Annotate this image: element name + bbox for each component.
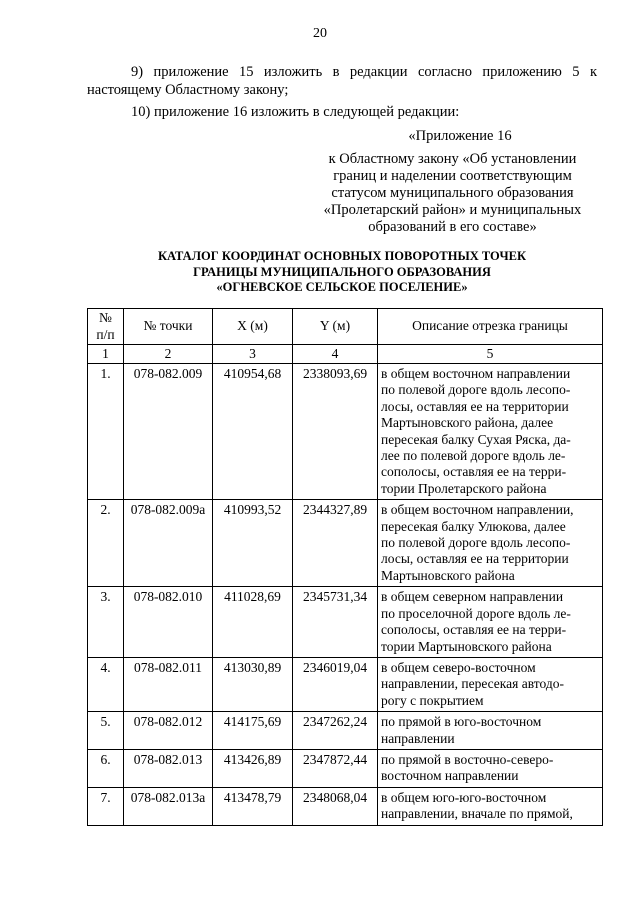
y-coordinate-cell: 2347262,24 bbox=[293, 712, 378, 750]
x-coordinate-cell: 413030,89 bbox=[213, 657, 293, 711]
description-line: в общем северном направлении bbox=[381, 589, 564, 605]
description-line: по полевой дороге вдоль лесопо- bbox=[381, 535, 571, 551]
column-number-row bbox=[88, 345, 603, 364]
point-id-cell: 078-082.013а bbox=[124, 787, 213, 825]
description-cell bbox=[378, 364, 603, 500]
appendix-title: «Приложение 16 bbox=[408, 128, 512, 144]
table-header-row bbox=[88, 309, 603, 345]
x-coordinate-cell: 413478,79 bbox=[213, 787, 293, 825]
appendix-line: границ и наделении соответствующим bbox=[333, 168, 572, 184]
x-coordinate-cell: 413426,89 bbox=[213, 749, 293, 787]
description-line: в общем юго-юго-восточном bbox=[381, 789, 547, 805]
description-line: по проселочной дороге вдоль ле- bbox=[381, 605, 571, 621]
header-y: Y (м) bbox=[293, 309, 378, 345]
catalog-title-line: КАТАЛОГ КООРДИНАТ ОСНОВНЫХ ПОВОРОТНЫХ ТОЧЕК bbox=[157, 249, 527, 263]
table-row bbox=[88, 712, 603, 750]
description-line: по полевой дороге вдоль лесопо- bbox=[381, 382, 571, 398]
description-line: лее по полевой дороге вдоль ле- bbox=[381, 448, 566, 464]
description-cell bbox=[378, 749, 603, 787]
description-line: в общем восточном направлении, bbox=[381, 502, 574, 518]
point-id-cell: 078-082.011 bbox=[124, 657, 213, 711]
header-description: Описание отрезка границы bbox=[378, 309, 603, 345]
y-coordinate-cell: 2345731,34 bbox=[293, 587, 378, 658]
description-line: в общем северо-восточном bbox=[381, 659, 536, 675]
column-number: 1 bbox=[88, 345, 124, 364]
x-coordinate-cell: 410993,52 bbox=[213, 500, 293, 587]
catalog-title-line: ГРАНИЦЫ МУНИЦИПАЛЬНОГО ОБРАЗОВАНИЯ bbox=[193, 264, 491, 279]
header-num-symbol: № bbox=[99, 310, 112, 326]
x-coordinate-cell: 410954,68 bbox=[213, 364, 293, 500]
y-coordinate-cell: 2344327,89 bbox=[293, 500, 378, 587]
appendix-line: к Областному закону «Об установлении bbox=[328, 151, 577, 167]
y-coordinate-cell: 2348068,04 bbox=[293, 787, 378, 825]
point-id-cell: 078-082.010 bbox=[124, 587, 213, 658]
row-number-cell: 2. bbox=[88, 500, 124, 587]
point-id-cell: 078-082.013 bbox=[124, 749, 213, 787]
catalog-title-line: «ОГНЕВСКОЕ СЕЛЬСКОЕ ПОСЕЛЕНИЕ» bbox=[216, 280, 468, 294]
x-coordinate-cell: 411028,69 bbox=[213, 587, 293, 658]
column-number: 5 bbox=[378, 345, 603, 364]
point-id-cell: 078-082.009 bbox=[124, 364, 213, 500]
appendix-line: статусом муниципального образования bbox=[331, 185, 574, 201]
coordinates-table bbox=[87, 308, 603, 826]
header-num-abbr: п/п bbox=[96, 326, 115, 342]
description-line: пересекая балку Сухая Ряска, да- bbox=[381, 431, 571, 447]
description-cell bbox=[378, 657, 603, 711]
description-cell bbox=[378, 712, 603, 750]
row-number-cell: 1. bbox=[88, 364, 124, 500]
description-line: лосы, оставляя ее на территории bbox=[381, 398, 569, 414]
column-number: 4 bbox=[293, 345, 378, 364]
description-line: пересекая балку Улюкова, далее bbox=[381, 518, 566, 534]
description-line: направлении bbox=[381, 730, 455, 746]
description-line: в общем восточном направлении bbox=[381, 366, 571, 381]
appendix-subtitle bbox=[310, 151, 595, 236]
x-coordinate-cell: 414175,69 bbox=[213, 712, 293, 750]
description-line: направлении, пересекая автодо- bbox=[381, 676, 564, 692]
description-line: Мартыновского района, далее bbox=[381, 415, 554, 431]
paragraph-item-10: 10) приложение 16 изложить в следующей редакции: bbox=[131, 104, 460, 120]
catalog-title bbox=[87, 249, 597, 296]
table-row bbox=[88, 587, 603, 658]
point-id-cell: 078-082.012 bbox=[124, 712, 213, 750]
header-num bbox=[88, 309, 124, 345]
description-line: лосы, оставляя ее на территории bbox=[381, 551, 569, 567]
header-x: X (м) bbox=[213, 309, 293, 345]
description-line: рогу с покрытием bbox=[381, 692, 484, 708]
y-coordinate-cell: 2347872,44 bbox=[293, 749, 378, 787]
column-number: 3 bbox=[213, 345, 293, 364]
description-line: тории Мартыновского района bbox=[381, 638, 552, 654]
description-line: тории Пролетарского района bbox=[381, 480, 547, 496]
description-cell bbox=[378, 500, 603, 587]
description-cell bbox=[378, 787, 603, 825]
point-id-cell: 078-082.009а bbox=[124, 500, 213, 587]
appendix-line: «Пролетарский район» и муниципальных bbox=[323, 202, 582, 218]
description-line: восточном направлении bbox=[381, 768, 519, 784]
description-line: направлении, вначале по прямой, bbox=[381, 806, 573, 822]
column-number: 2 bbox=[124, 345, 213, 364]
appendix-line: образований в его составе» bbox=[368, 219, 537, 235]
y-coordinate-cell: 2338093,69 bbox=[293, 364, 378, 500]
row-number-cell: 3. bbox=[88, 587, 124, 658]
row-number-cell: 7. bbox=[88, 787, 124, 825]
description-cell bbox=[378, 587, 603, 658]
table-row bbox=[88, 749, 603, 787]
description-line: сополосы, оставляя ее на терри- bbox=[381, 464, 567, 480]
table-row bbox=[88, 657, 603, 711]
description-line: по прямой в восточно-северо- bbox=[381, 751, 554, 767]
row-number-cell: 4. bbox=[88, 657, 124, 711]
table-row bbox=[88, 787, 603, 825]
page-number: 20 bbox=[313, 26, 327, 41]
description-line: сополосы, оставляя ее на терри- bbox=[381, 622, 567, 638]
table-row bbox=[88, 500, 603, 587]
paragraph-item-9: 9) приложение 15 изложить в редакции согласно приложению 5 к настоящему Областному закону; bbox=[87, 64, 597, 98]
description-line: по прямой в юго-восточном bbox=[381, 714, 542, 730]
description-line: Мартыновского района bbox=[381, 567, 515, 583]
row-number-cell: 6. bbox=[88, 749, 124, 787]
header-point: № точки bbox=[124, 309, 213, 345]
row-number-cell: 5. bbox=[88, 712, 124, 750]
table-row bbox=[88, 364, 603, 500]
y-coordinate-cell: 2346019,04 bbox=[293, 657, 378, 711]
